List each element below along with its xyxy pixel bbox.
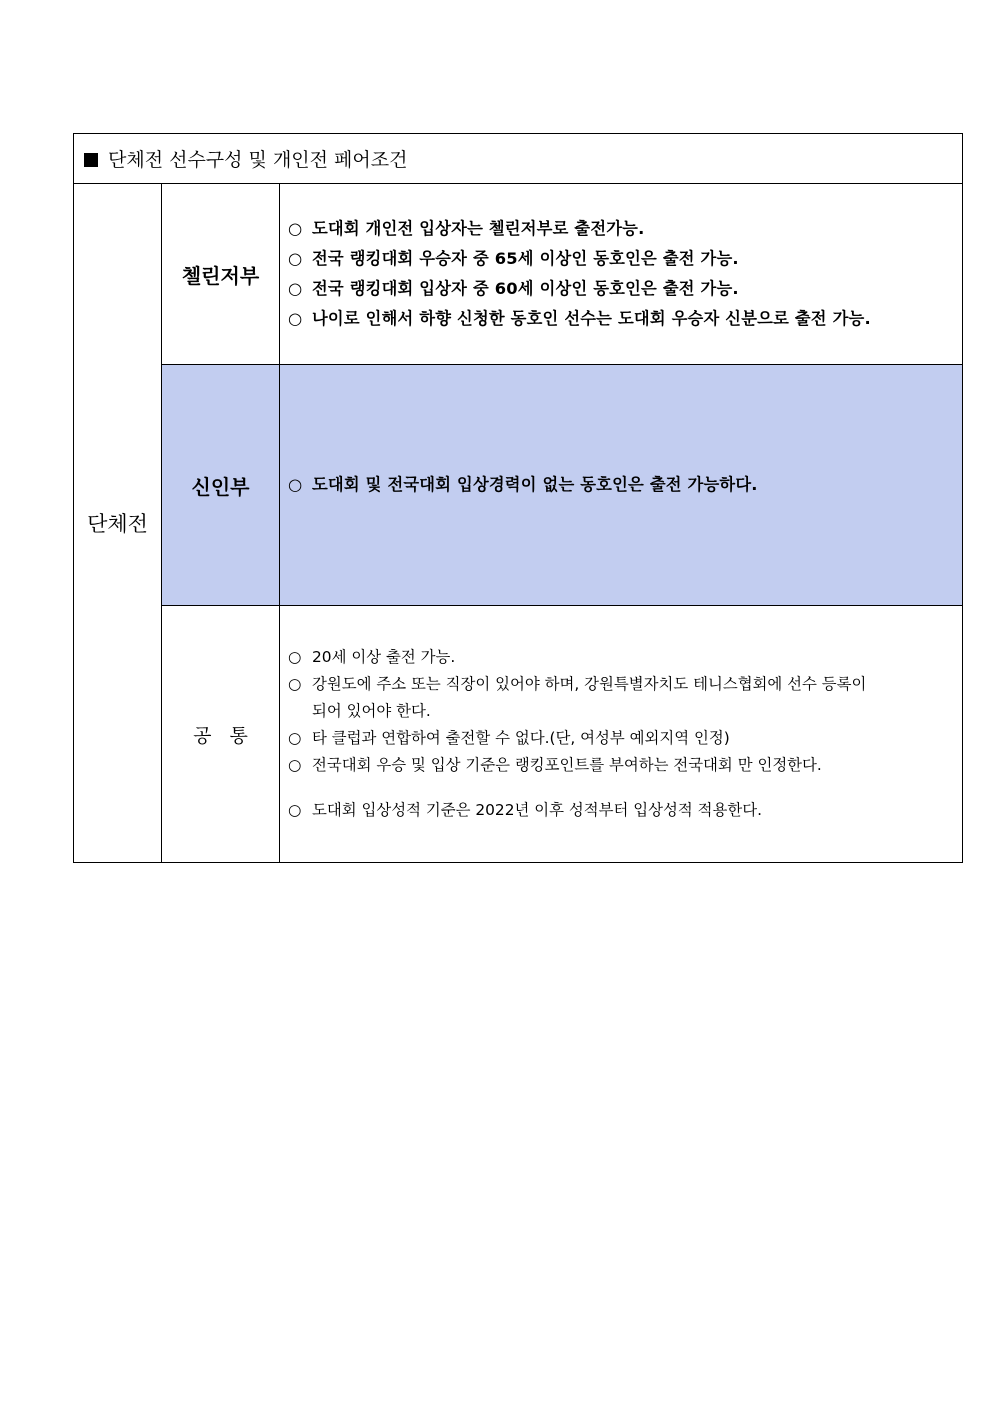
challenger-conditions (280, 184, 963, 365)
category-label-challenger: 첼린저부 (162, 184, 280, 365)
list-item: ○ 도대회 및 전국대회 입상경력이 없는 동호인은 출전 가능하다. (288, 470, 952, 500)
header-row (74, 134, 963, 184)
list-item: ○ 전국 랭킹대회 우승자 중 65세 이상인 동호인은 출전 가능. (288, 244, 952, 274)
section-header (74, 134, 963, 184)
list-item: ○ 강원도에 주소 또는 직장이 있어야 하며, 강원특별자치도 테니스협회에 선수 등록이 되어 있어야 한다. (288, 671, 952, 725)
circle-bullet-icon: ○ (288, 675, 302, 693)
circle-bullet-icon: ○ (288, 309, 303, 328)
category-label-rookie: 신인부 (162, 365, 280, 606)
circle-bullet-icon: ○ (288, 249, 303, 268)
challenger-row (74, 184, 963, 365)
circle-bullet-icon: ○ (288, 279, 303, 298)
circle-bullet-icon: ○ (288, 756, 302, 774)
rookie-conditions (280, 365, 963, 606)
team-label: 단체전 (74, 184, 162, 863)
list-item: ○ 도대회 개인전 입상자는 첼린저부로 출전가능. (288, 214, 952, 244)
list-item: ○ 전국대회 우승 및 입상 기준은 랭킹포인트를 부여하는 전국대회 만 인정한다. (288, 752, 952, 779)
circle-bullet-icon: ○ (288, 475, 303, 494)
rookie-row (74, 365, 963, 606)
list-item: ○ 나이로 인해서 하향 신청한 동호인 선수는 도대회 우승자 신분으로 출전 가능. (288, 304, 952, 334)
common-row (74, 606, 963, 863)
circle-bullet-icon: ○ (288, 801, 302, 819)
list-item: ○ 20세 이상 출전 가능. (288, 644, 952, 671)
circle-bullet-icon: ○ (288, 729, 302, 747)
category-label-common: 공통 (162, 606, 280, 863)
list-item: ○ 전국 랭킹대회 입상자 중 60세 이상인 동호인은 출전 가능. (288, 274, 952, 304)
conditions-table (73, 133, 963, 863)
square-bullet-icon (84, 153, 98, 167)
circle-bullet-icon: ○ (288, 219, 303, 238)
list-item: ○ 도대회 입상성적 기준은 2022년 이후 성적부터 입상성적 적용한다. (288, 797, 952, 824)
common-conditions (280, 606, 963, 863)
section-title: 단체전 선수구성 및 개인전 페어조건 (108, 149, 408, 171)
circle-bullet-icon: ○ (288, 648, 302, 666)
list-item: ○ 타 클럽과 연합하여 출전할 수 없다.(단, 여성부 예외지역 인정) (288, 725, 952, 752)
